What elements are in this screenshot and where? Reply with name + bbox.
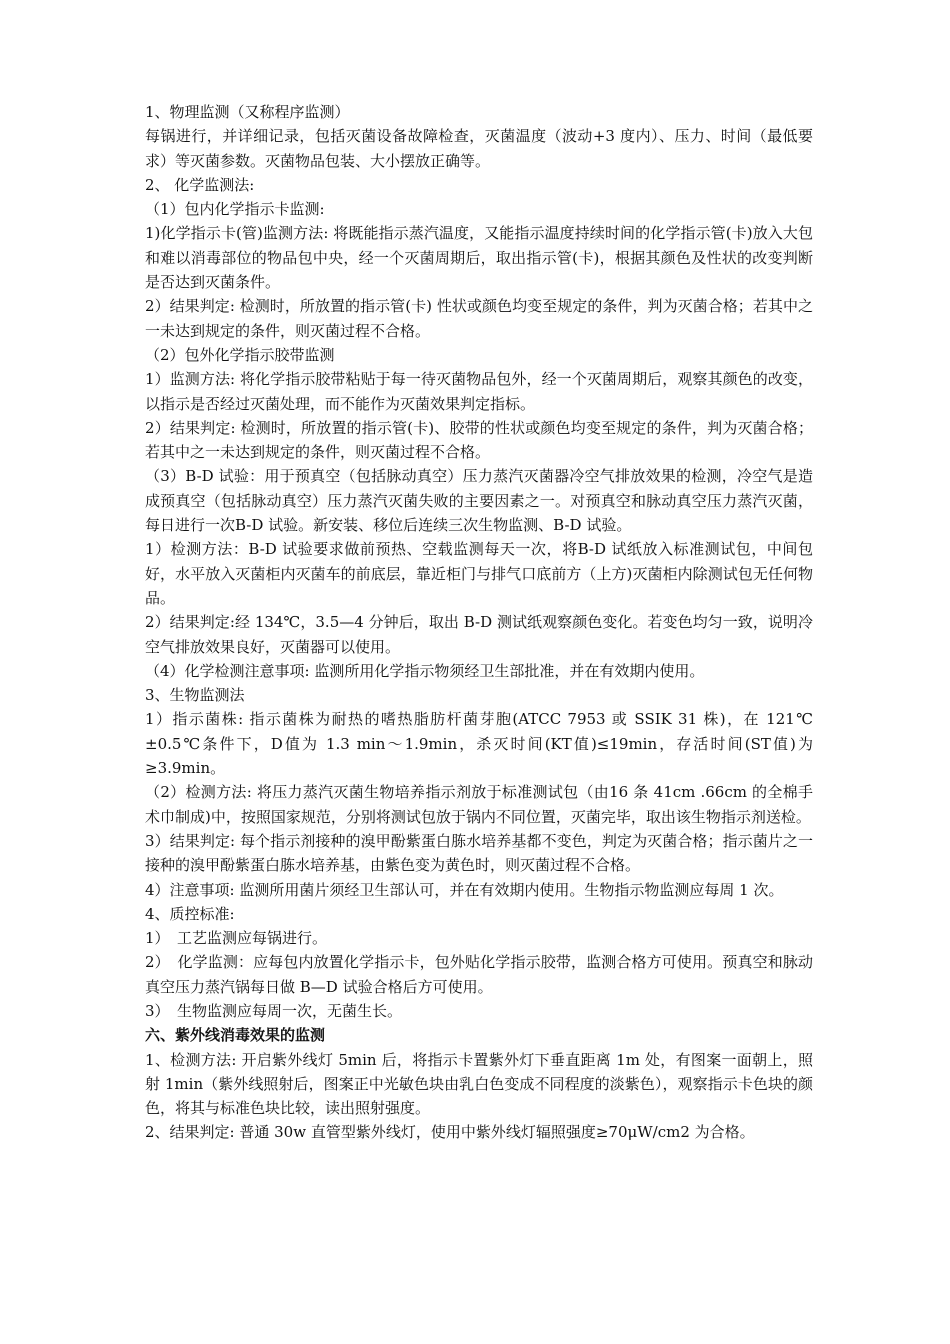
heading-physical-monitoring: 1、物理监测（又称程序监测） — [145, 103, 350, 121]
paragraph: 1）检测方法：B-D 试验要求做前预热、空载监测每天一次，将B-D 试纸放入标准测试包，中间包好，水平放入灭菌柜内灭菌车的前底层，靠近柜门与排气口底前方（上方)灭菌柜内除测试包无任何物品。 — [145, 540, 813, 607]
section-heading-uv: 六、紫外线消毒效果的监测 — [145, 1026, 326, 1045]
list-item: 2） 化学监测：应每包内放置化学指示卡，包外贴化学指示胶带，监测合格方可使用。预真空和脉动真空压力蒸汽锅每日做 B—D 试验合格后方可使用。 — [145, 953, 813, 996]
paragraph: （3）B-D 试验：用于预真空（包括脉动真空）压力蒸汽灭菌器冷空气排放效果的检测，冷空气是造成预真空（包括脉动真空）压力蒸汽灭菌失败的主要因素之一。对预真空和脉动真空压力蒸汽灭菌，每日进行一次B-D 试验。新安装、移位后连续三次生物监测、B-D 试验。 — [145, 467, 813, 535]
paragraph: （4）化学检测注意事项: 监测所用化学指示物须经卫生部批准，并在有效期内使用。 — [145, 661, 705, 680]
list-item: 1） 工艺监测应每锅进行。 — [145, 929, 328, 948]
paragraph: 1）监测方法: 将化学指示胶带粘贴于每一待灭菌物品包外，经一个灭菌周期后，观察其颜色的改变，以指示是否经过灭菌处理，而不能作为灭菌效果判定指标。 — [145, 370, 813, 413]
subheading: （2）包外化学指示胶带监测 — [145, 345, 335, 364]
paragraph: 1、检测方法: 开启紫外线灯 5min 后，将指示卡置紫外灯下垂直距离 1m 处，有图案一面朝上，照射 1min（紫外线照射后，图案正中光敏色块由乳白色变成不同程度的淡紫色），观察指示卡色块的颜色，将其与标准色块比较，读出照射强度。 — [145, 1050, 813, 1118]
paragraph: 4）注意事项: 监测所用菌片须经卫生部认可，并在有效期内使用。生物指示物监测应每周 1 次。 — [145, 880, 784, 899]
paragraph: 2）结果判定: 检测时，所放置的指示管(卡) 性状或颜色均变至规定的条件，判为灭菌合格；若其中之一未达到规定的条件，则灭菌过程不合格。 — [145, 297, 813, 340]
heading-biological-monitoring: 3、生物监测法 — [145, 686, 245, 705]
paragraph: 2）结果判定: 检测时，所放置的指示管(卡)、胶带的性状或颜色均变至规定的条件，判为灭菌合格；若其中之一未达到规定的条件，则灭菌过程不合格。 — [145, 418, 813, 462]
paragraph: 2、结果判定: 普通 30w 直管型紫外线灯，使用中紫外线灯辐照强度≥70μW/cm2 为合格。 — [145, 1123, 755, 1142]
subheading: （1）包内化学指示卡监测: — [145, 200, 325, 219]
heading-quality-standard: 4、质控标准: — [145, 904, 235, 923]
paragraph: （2）检测方法: 将压力蒸汽灭菌生物培养指示剂放于标准测试包（由16 条 41cm .66cm 的全棉手术巾制成)中，按照国家规范，分别将测试包放于锅内不同位置，灭菌完毕，取出该生物指示剂送检。 — [145, 783, 813, 826]
paragraph: 3）结果判定: 每个指示剂接种的溴甲酚紫蛋白胨水培养基都不变色，判定为灭菌合格；指示菌片之一接种的溴甲酚紫蛋白胨水培养基，由紫色变为黄色时，则灭菌过程不合格。 — [145, 831, 813, 875]
list-item: 3） 生物监测应每周一次，无菌生长。 — [145, 1001, 403, 1020]
document-page — [145, 100, 813, 1145]
paragraph: 1）指示菌株: 指示菌株为耐热的嗜热脂肪杆菌芽胞(ATCC 7953 或 SSIK 31 株)，在 121℃±0.5℃条件下，D值为 1.3 min～1.9min，杀灭时间(KT值)≤19min，存活时间(ST值)为≥3.9min。 — [145, 710, 813, 778]
paragraph: 每锅进行，并详细记录，包括灭菌设备故障检查，灭菌温度（波动+3 度内）、压力、时间（最低要求）等灭菌参数。灭菌物品包装、大小摆放正确等。 — [145, 127, 813, 170]
paragraph: 2）结果判定:经 134℃，3.5—4 分钟后，取出 B-D 测试纸观察颜色变化。若变色均匀一致，说明冷空气排放效果良好，灭菌器可以使用。 — [145, 613, 813, 656]
paragraph: 1)化学指示卡(管)监测方法: 将既能指示蒸汽温度，又能指示温度持续时间的化学指示管(卡)放入大包和难以消毒部位的物品包中央，经一个灭菌周期后，取出指示管(卡)，根据其颜色及性状的改变判断是否达到灭菌条件。 — [145, 224, 813, 292]
heading-chemical-monitoring: 2、 化学监测法: — [145, 175, 255, 194]
